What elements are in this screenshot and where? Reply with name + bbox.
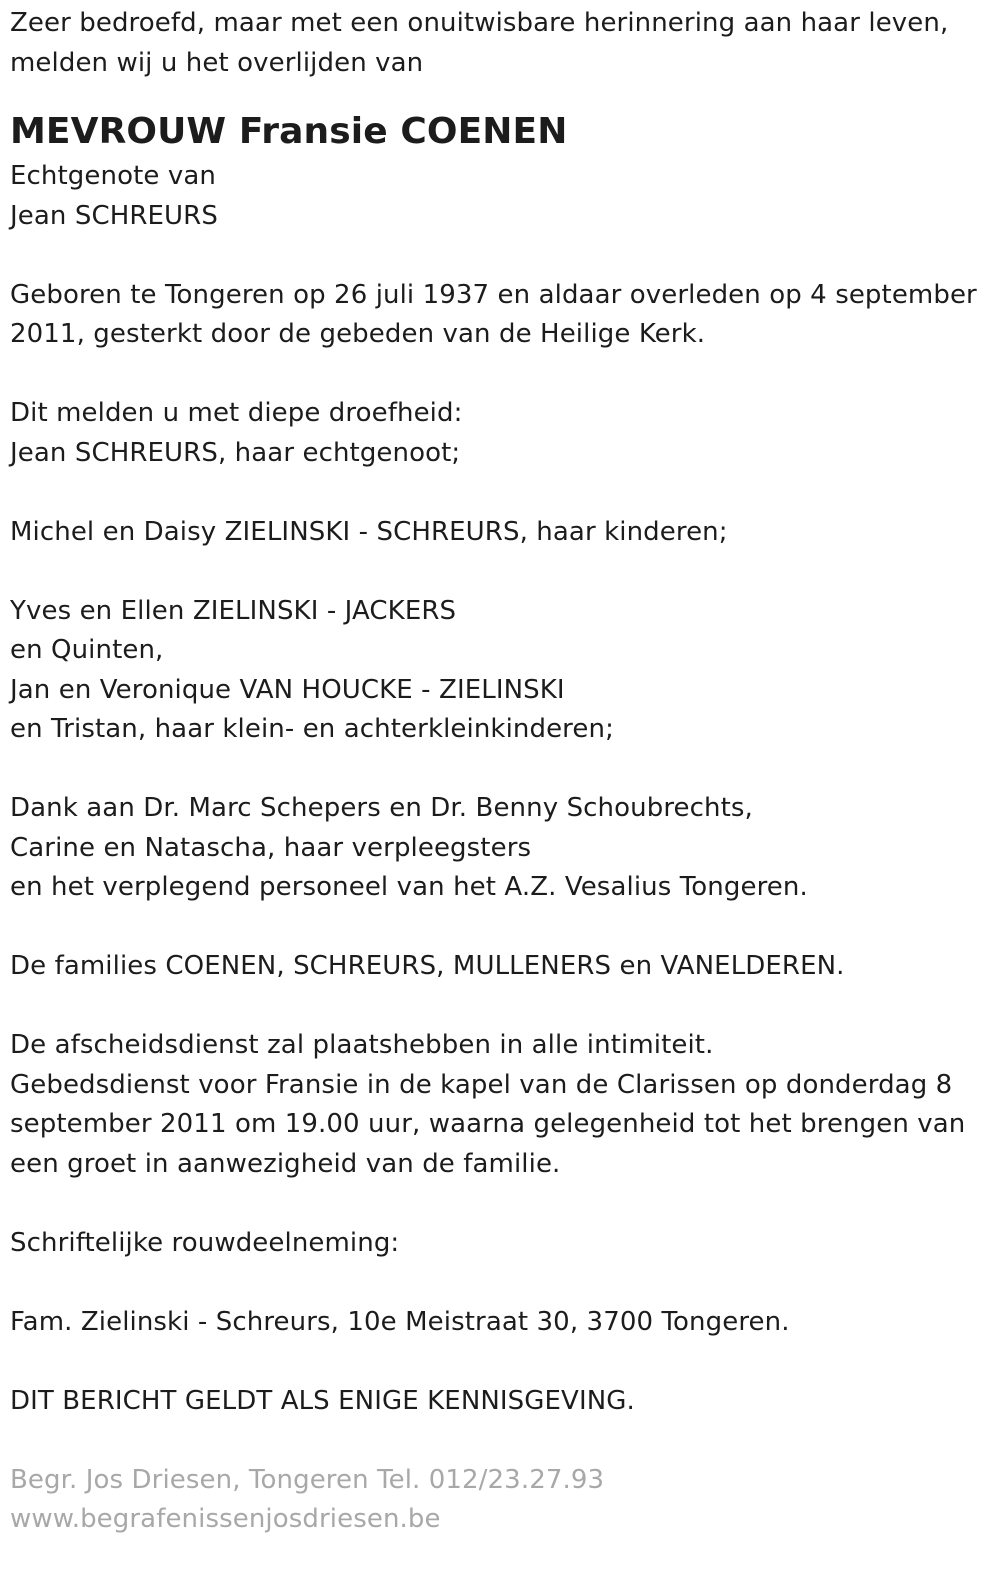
grandchildren-line: en Tristan, haar klein- en achterkleinkinderen; [10,714,614,744]
spacer [10,987,995,1027]
birth-death-line: 2011, gesterkt door de gebeden van de Heilige Kerk. [10,319,706,349]
funeral-home-contact: Begr. Jos Driesen, Tongeren Tel. 012/23.27.93 [10,1464,605,1495]
thanks-line: en het verplegend personeel van het A.Z. Vesalius Tongeren. [10,872,808,902]
spacer [10,1184,995,1224]
families-line: De families COENEN, SCHREURS, MULLENERS en VANELDEREN. [10,951,845,981]
service-paragraph [10,1026,995,1184]
children-line: Michel en Daisy ZIELINSKI - SCHREURS, haar kinderen; [10,516,728,547]
birth-death-line: Geboren te Tongeren op 26 juli 1937 en aldaar overleden op 4 september [10,279,977,310]
service-line: Gebedsdienst voor Fransie in de kapel van de Clarissen op donderdag 8 [10,1069,953,1100]
grandchildren-line: Yves en Ellen ZIELINSKI - JACKERS [10,595,457,626]
spacer [10,83,995,110]
spacer [10,236,995,276]
spouse-line: Echtgenote van [10,161,216,191]
notice-paragraph [10,1382,995,1422]
intro-paragraph [10,4,995,83]
thanks-line: Dank aan Dr. Marc Schepers en Dr. Benny Schoubrechts, [10,793,753,823]
address-paragraph [10,1303,995,1343]
notice-line: DIT BERICHT GELDT ALS ENIGE KENNISGEVING. [10,1385,635,1416]
spacer [10,355,995,395]
mourners-line: Dit melden u met diepe droefheid: [10,398,463,428]
spacer [10,1421,995,1461]
thanks-line: Carine en Natascha, haar verpleegsters [10,832,532,863]
families-paragraph [10,947,995,987]
grandchildren-line: en Quinten, [10,635,164,665]
birth-death-paragraph [10,276,995,355]
address-line: Fam. Zielinski - Schreurs, 10e Meistraat 30, 3700 Tongeren. [10,1306,790,1337]
condolence-label-paragraph [10,1224,995,1264]
intro-line: Zeer bedroefd, maar met een onuitwisbare herinnering aan haar leven, [10,8,949,38]
spouse-paragraph [10,157,995,236]
grandchildren-paragraph [10,592,995,750]
spacer [10,750,995,790]
thanks-paragraph [10,789,995,908]
funeral-home-website: www.begrafenissenjosdriesen.be [10,1504,441,1534]
funeral-home-footer [10,1461,995,1540]
intro-line: melden wij u het overlijden van [10,47,424,78]
children-paragraph [10,513,995,553]
spouse-line: Jean SCHREURS [10,200,218,231]
spacer [10,1342,995,1382]
spacer [10,1263,995,1303]
grandchildren-line: Jan en Veronique VAN HOUCKE - ZIELINSKI [10,674,565,705]
condolence-label: Schriftelijke rouwdeelneming: [10,1227,400,1258]
spacer [10,908,995,948]
mourners-line: Jean SCHREURS, haar echtgenoot; [10,437,461,468]
service-line: een groet in aanwezigheid van de familie. [10,1148,561,1179]
service-line: september 2011 om 19.00 uur, waarna gelegenheid tot het brengen van [10,1109,966,1139]
obituary-notice [10,4,995,1540]
spacer [10,552,995,592]
service-line: De afscheidsdienst zal plaatshebben in alle intimiteit. [10,1030,714,1060]
deceased-name-heading: MEVROUW Fransie COENEN [10,111,568,152]
spacer [10,473,995,513]
mourners-intro-paragraph [10,394,995,473]
